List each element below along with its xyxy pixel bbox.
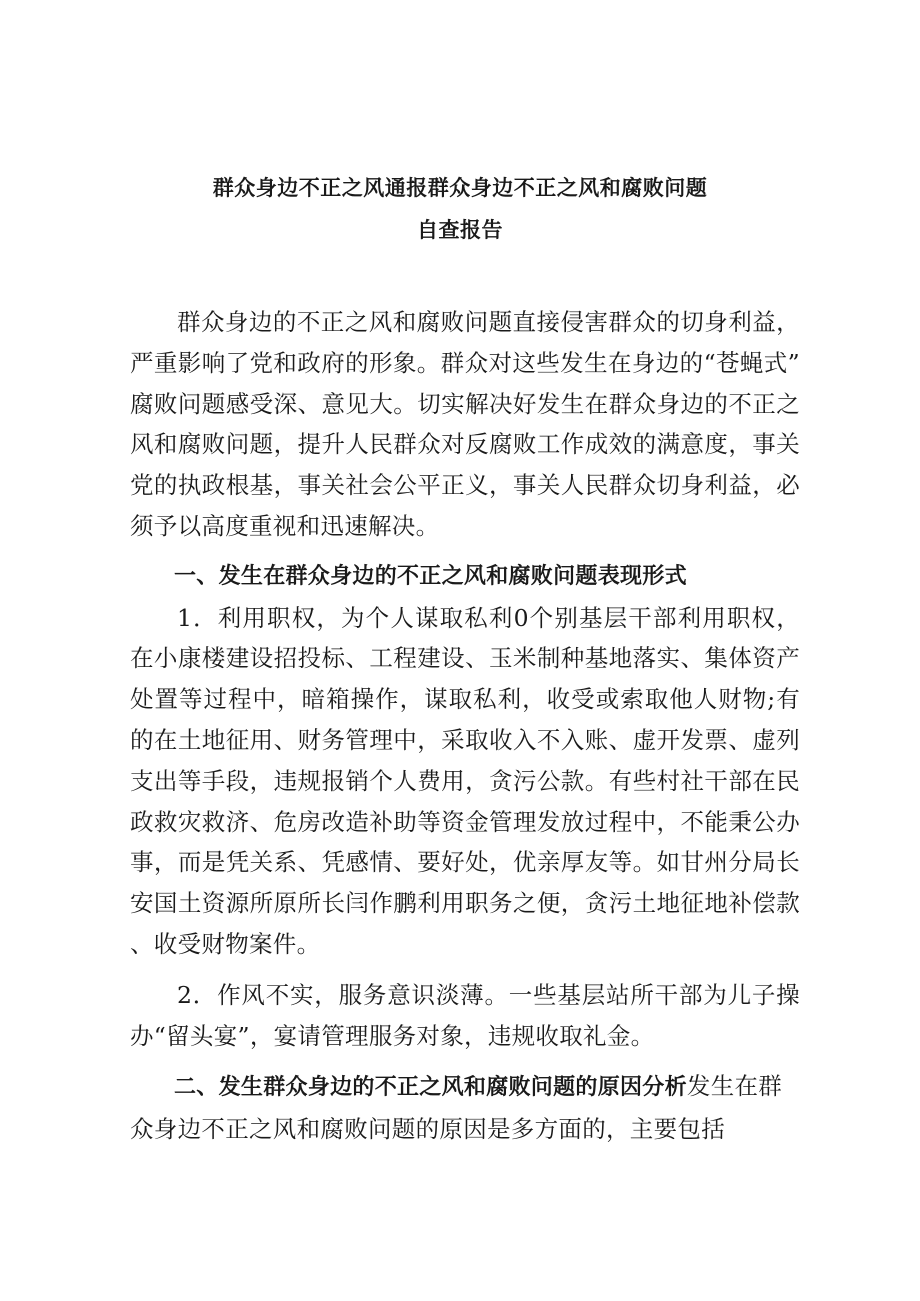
item2-paragraph: 2．作风不实，服务意识淡薄。一些基层站所干部为儿子操办“留头宴”，宴请管理服务对象，违规收取礼金。 (130, 980, 800, 1050)
document-title-line1: 群众身边不正之风通报群众身边不正之风和腐败问题 (212, 176, 708, 200)
intro-paragraph: 群众身边的不正之风和腐败问题直接侵害群众的切身利益，严重影响了党和政府的形象。群众对这些发生在身边的“苍蝇式”腐败问题感受深、意见大。切实解决好发生在群众身边的不正之风和腐败问题，提升人民群众对反腐败工作成效的满意度，事关党的执政根基，事关社会公平正义，事关人民群众切身利益，必须予以高度重视和迅速解决。 (130, 308, 800, 540)
item1-paragraph: 1．利用职权，为个人谋取私利0个别基层干部利用职权，在小康楼建设招投标、工程建设、玉米制种基地落实、集体资产处置等过程中，暗箱操作，谋取私利，收受或索取他人财物;有的在土地征用、财务管理中，采取收入不入账、虚开发票、虚列支出等手段，违规报销个人费用，贪污公款。有些村社干部在民政救灾救济、危房改造补助等资金管理发放过程中，不能秉公办事，而是凭关系、凭感情、要好处，优亲厚友等。如甘州分局长安国土资源所原所长闫作鹏利用职务之便，贪污土地征地补偿款、收受财物案件。 (130, 603, 800, 958)
section1-heading: 一、发生在群众身边的不正之风和腐败问题表现形式 (174, 563, 687, 589)
document-body (130, 302, 800, 1152)
document-title-line2: 自查报告 (417, 218, 503, 242)
section2-heading-paragraph (130, 1066, 800, 1152)
section2-heading: 二、发生群众身边的不正之风和腐败问题的原因分析 (174, 1075, 687, 1101)
section2-text: 发生在群众身边不正之风和腐败问题的原因是多方面的，主要包括 (130, 1072, 783, 1144)
